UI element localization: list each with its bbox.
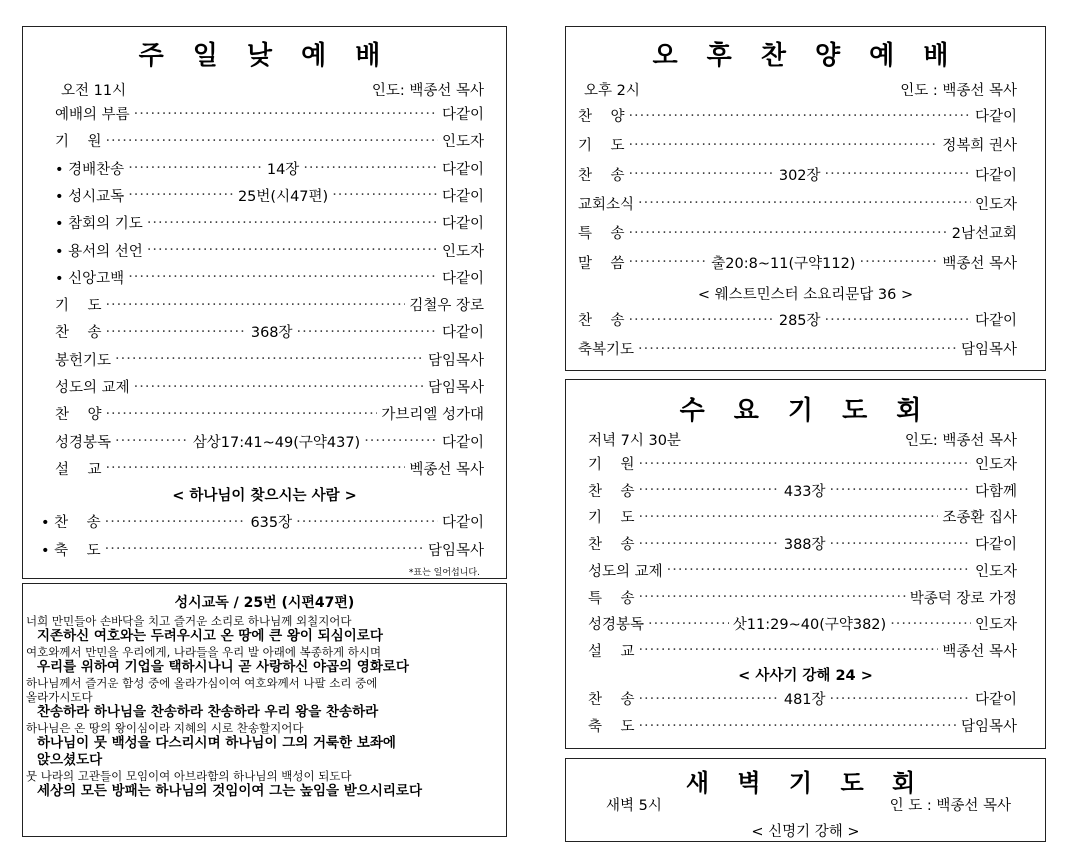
order-item-person: 다같이 xyxy=(441,216,484,233)
leader-dots xyxy=(628,254,707,270)
order-item xyxy=(588,533,1017,554)
leader-dots xyxy=(105,297,405,313)
order-item-label: 찬 송 xyxy=(588,483,635,500)
dawn-header xyxy=(606,794,1011,815)
leader-dots xyxy=(105,514,247,530)
order-item-label: 기 도 xyxy=(588,510,635,527)
psalm-line-leader: 하나님께서 즐거운 함성 중에 올라가심이여 여호와께서 나팔 소리 중에 xyxy=(26,676,378,690)
afternoon-leader: 인도 : 백종선 목사 xyxy=(900,83,1017,99)
psalm-box xyxy=(22,583,507,837)
order-item-label: 봉헌기도 xyxy=(55,352,112,369)
wednesday-prayer-box xyxy=(565,379,1046,749)
order-item-label: 말 씀 xyxy=(578,255,625,272)
psalm-line-response: 찬송하라 하나님을 찬송하라 찬송하라 우리 왕을 찬송하라 xyxy=(37,704,379,720)
sunday-title: 주 일 낮 예 배 xyxy=(138,41,391,71)
order-item xyxy=(588,688,1017,709)
order-item-label: 설 교 xyxy=(588,643,635,660)
psalm-line-response: 지존하신 여호와는 두려우시고 온 땅에 큰 왕이 되심이로다 xyxy=(37,628,383,644)
order-item-label: 성경봉독 xyxy=(588,617,645,634)
dawn-leader: 인 도 : 백종선 목사 xyxy=(889,798,1011,814)
order-item-label: 기 원 xyxy=(55,134,102,151)
leader-dots xyxy=(364,433,438,449)
order-item xyxy=(578,105,1017,126)
order-item xyxy=(55,294,484,315)
leader-dots xyxy=(628,108,971,124)
leader-dots xyxy=(638,589,905,605)
order-item xyxy=(55,267,484,288)
leader-dots xyxy=(147,215,438,231)
wednesday-header xyxy=(588,429,1017,450)
order-item-label: 성경봉독 xyxy=(55,434,112,451)
leader-dots xyxy=(115,351,424,367)
dawn-subtitle: < 신명기 강해 > xyxy=(751,824,860,840)
order-item xyxy=(588,715,1017,736)
order-item-label: 기 원 xyxy=(588,457,635,473)
order-item-person: 인도자 xyxy=(974,457,1017,473)
order-item-label: • 경배찬송 xyxy=(55,161,125,178)
leader-dots xyxy=(628,166,774,182)
psalm-line-leader: 올라가시도다 xyxy=(26,690,93,704)
standing-note: *표는 일어섭니다. xyxy=(408,568,480,578)
order-item xyxy=(588,613,1017,634)
order-item-person: 정복희 권사 xyxy=(942,138,1017,155)
order-item xyxy=(588,640,1017,661)
order-item-label: 찬 송 xyxy=(578,167,625,184)
leader-dots xyxy=(830,536,971,552)
order-item xyxy=(55,458,484,479)
order-item xyxy=(55,321,484,342)
order-item-person: 다같이 xyxy=(441,270,484,287)
order-item xyxy=(55,158,484,179)
order-item-person: 담임목사 xyxy=(427,352,484,369)
leader-dots xyxy=(128,160,263,176)
dawn-title: 새 벽 기 도 회 xyxy=(685,769,926,797)
leader-dots xyxy=(147,242,438,258)
afternoon-subtitle: < 웨스트민스터 소요리문답 36 > xyxy=(697,287,914,303)
leader-dots xyxy=(890,616,971,632)
psalm-line-leader: 여호와께서 만민을 우리에게, 나라들을 우리 발 아래에 복종하게 하시며 xyxy=(26,645,382,659)
order-item-person: 다같이 xyxy=(441,434,484,451)
leader-dots xyxy=(115,433,189,449)
order-item xyxy=(578,338,1017,359)
order-item-label: 기 도 xyxy=(578,138,625,155)
order-item-label: 찬 양 xyxy=(55,407,102,424)
leader-dots xyxy=(105,541,424,557)
order-item-detail: 285장 xyxy=(778,313,821,329)
order-item xyxy=(55,212,484,233)
leader-dots xyxy=(105,133,438,149)
order-item xyxy=(55,431,484,452)
psalm-line-leader: 뭇 나라의 고관들이 모임이여 아브라함의 하나님의 백성이 되도다 xyxy=(26,769,352,783)
order-item-label: 찬 양 xyxy=(578,109,625,125)
psalm-line-response: 우리를 위하여 기업을 택하시나니 곧 사랑하신 야곱의 영화로다 xyxy=(37,659,409,675)
order-item-person: 다함께 xyxy=(974,483,1017,500)
order-item xyxy=(55,185,484,206)
leader-dots xyxy=(297,324,438,340)
order-item-person: 조종환 집사 xyxy=(942,510,1017,527)
leader-dots xyxy=(648,616,729,632)
leader-dots xyxy=(332,187,438,203)
order-item-person: 인도자 xyxy=(974,617,1017,634)
afternoon-time: 오후 2시 xyxy=(584,83,640,99)
order-item xyxy=(55,376,484,397)
order-item xyxy=(588,480,1017,501)
order-item-label: 축복기도 xyxy=(578,342,635,358)
order-item-label: 교회소식 xyxy=(578,196,635,213)
order-item xyxy=(55,103,484,124)
order-item xyxy=(55,130,484,151)
order-item-label: 찬 송 xyxy=(588,537,635,554)
order-item xyxy=(578,164,1017,185)
order-item-person: 다같이 xyxy=(974,537,1017,554)
leader-dots xyxy=(638,691,779,707)
order-item-label: 찬 송 xyxy=(578,313,625,329)
order-item-label: 기 도 xyxy=(55,298,102,315)
order-item-person: 다같이 xyxy=(974,109,1017,125)
order-item-detail: 14장 xyxy=(266,161,300,178)
order-item-label: 찬 송 xyxy=(588,692,635,708)
psalm-line-leader: 너희 만민들아 손바닥을 치고 즐거운 소리로 하나님께 외칠지어다 xyxy=(26,614,352,628)
order-item-detail: 433장 xyxy=(783,483,826,500)
order-item-label: • 용서의 선언 xyxy=(55,243,143,260)
order-item-detail: 302장 xyxy=(778,167,821,184)
sunday-header xyxy=(61,79,484,100)
psalm-lines xyxy=(23,614,506,800)
order-item-person: 인도자 xyxy=(441,243,484,260)
order-item-person: 인도자 xyxy=(974,563,1017,580)
dawn-time: 새벽 5시 xyxy=(606,798,662,814)
order-item-label: 특 송 xyxy=(578,226,625,243)
order-item-person: 담임목사 xyxy=(427,380,484,396)
order-item-person: 벡종선 목사 xyxy=(409,461,484,478)
order-item-person: 김철우 장로 xyxy=(409,298,484,315)
order-item xyxy=(578,252,1017,273)
order-item-label: • 찬 송 xyxy=(41,515,101,531)
leader-dots xyxy=(638,642,938,658)
order-item xyxy=(55,240,484,261)
order-item-detail: 635장 xyxy=(250,515,293,531)
order-item xyxy=(41,539,484,560)
leader-dots xyxy=(134,106,438,122)
order-item-person: 인도자 xyxy=(441,134,484,151)
order-item-person: 가브리엘 성가대 xyxy=(381,407,484,424)
leader-dots xyxy=(296,514,438,530)
order-item-person: 2남선교회 xyxy=(951,226,1017,243)
order-item-person: 다같이 xyxy=(974,692,1017,708)
wednesday-leader: 인도: 백종선 목사 xyxy=(904,433,1017,449)
order-item xyxy=(578,134,1017,155)
order-item-person: 다같이 xyxy=(441,515,484,531)
order-item-label: 성도의 교제 xyxy=(55,380,130,396)
leader-dots xyxy=(825,312,971,328)
order-item-label: 찬 송 xyxy=(55,325,102,342)
leader-dots xyxy=(638,509,938,525)
leader-dots xyxy=(105,406,377,422)
order-item-detail: 삿11:29~40(구약382) xyxy=(732,617,887,634)
order-item-person: 다같이 xyxy=(974,167,1017,184)
order-item-person: 담임목사 xyxy=(960,719,1017,735)
psalm-title: 성시교독 / 25번 (시편47편) xyxy=(174,595,355,611)
order-item-detail: 삼상17:41~49(구약437) xyxy=(192,434,361,451)
order-item-label: 특 송 xyxy=(588,590,635,607)
leader-dots xyxy=(638,456,971,472)
order-item xyxy=(41,511,484,532)
wednesday-sermon-title: < 사사기 강해 24 > xyxy=(738,668,873,684)
sunday-sermon-title: < 하나님이 찾으시는 사람 > xyxy=(172,488,357,504)
order-item-label: 예배의 부름 xyxy=(55,107,130,123)
leader-dots xyxy=(825,166,971,182)
leader-dots xyxy=(667,562,971,578)
order-item-person: 다같이 xyxy=(441,325,484,342)
leader-dots xyxy=(628,312,774,328)
order-item-person: 담임목사 xyxy=(960,342,1017,358)
order-item-detail: 388장 xyxy=(783,537,826,554)
leader-dots xyxy=(638,195,971,211)
leader-dots xyxy=(128,187,234,203)
psalm-line-response: 세상의 모든 방패는 하나님의 것임이여 그는 높임을 받으시리로다 xyxy=(37,783,423,799)
order-item xyxy=(578,193,1017,214)
order-item-label: • 성시교독 xyxy=(55,188,125,205)
leader-dots xyxy=(134,379,424,395)
leader-dots xyxy=(638,341,957,357)
order-item xyxy=(578,222,1017,243)
afternoon-title: 오 후 찬 양 예 배 xyxy=(652,41,959,71)
sunday-leader: 인도: 백종선 목사 xyxy=(371,83,484,99)
order-item-person: 인도자 xyxy=(974,196,1017,213)
order-item-person: 다같이 xyxy=(441,161,484,178)
order-item-person: 담임목사 xyxy=(427,542,484,559)
leader-dots xyxy=(830,691,971,707)
order-item xyxy=(578,309,1017,330)
order-item-detail: 25번(시47편) xyxy=(237,188,329,205)
afternoon-service-box xyxy=(565,26,1046,371)
order-item-label: 성도의 교제 xyxy=(588,563,663,580)
order-item-detail: 368장 xyxy=(250,325,293,342)
order-item-person: 백종선 목사 xyxy=(942,643,1017,660)
dawn-prayer-box xyxy=(565,758,1046,842)
order-item-person: 다같이 xyxy=(974,313,1017,329)
psalm-line-response: 하나님이 뭇 백성을 다스리시며 하나님이 그의 거룩한 보좌에 xyxy=(37,735,396,751)
leader-dots xyxy=(638,718,957,734)
sunday-time: 오전 11시 xyxy=(61,83,127,99)
leader-dots xyxy=(859,254,938,270)
leader-dots xyxy=(628,137,938,153)
order-item-label: 설 교 xyxy=(55,461,102,478)
sunday-service-box xyxy=(22,26,507,579)
order-item-label: • 신앙고백 xyxy=(55,270,125,287)
order-item xyxy=(55,349,484,370)
order-item xyxy=(588,587,1017,608)
order-item-detail: 출20:8~11(구약112) xyxy=(711,255,856,272)
order-item-label: • 축 도 xyxy=(41,542,101,559)
order-item xyxy=(55,403,484,424)
leader-dots xyxy=(303,160,438,176)
afternoon-header xyxy=(584,79,1017,100)
psalm-line-response: 앉으셨도다 xyxy=(37,752,103,768)
order-item-label: 축 도 xyxy=(588,719,635,735)
leader-dots xyxy=(105,460,405,476)
order-item-person: 박종덕 장로 가정 xyxy=(909,590,1017,607)
leader-dots xyxy=(128,269,438,285)
wednesday-time: 저녁 7시 30분 xyxy=(588,433,681,449)
order-item-person: 다같이 xyxy=(441,188,484,205)
leader-dots xyxy=(638,536,779,552)
order-item xyxy=(588,506,1017,527)
psalm-line-leader: 하나님은 온 땅의 왕이심이라 지혜의 시로 찬송할지어다 xyxy=(26,721,304,735)
leader-dots xyxy=(830,482,971,498)
leader-dots xyxy=(628,225,947,241)
order-item-detail: 481장 xyxy=(783,692,826,708)
order-item xyxy=(588,453,1017,474)
order-item-label: • 참회의 기도 xyxy=(55,216,143,233)
order-item-person: 다같이 xyxy=(441,107,484,123)
order-item-person: 백종선 목사 xyxy=(942,255,1017,272)
leader-dots xyxy=(105,324,246,340)
leader-dots xyxy=(638,482,779,498)
wednesday-title: 수 요 기 도 회 xyxy=(679,396,932,426)
order-item xyxy=(588,560,1017,581)
